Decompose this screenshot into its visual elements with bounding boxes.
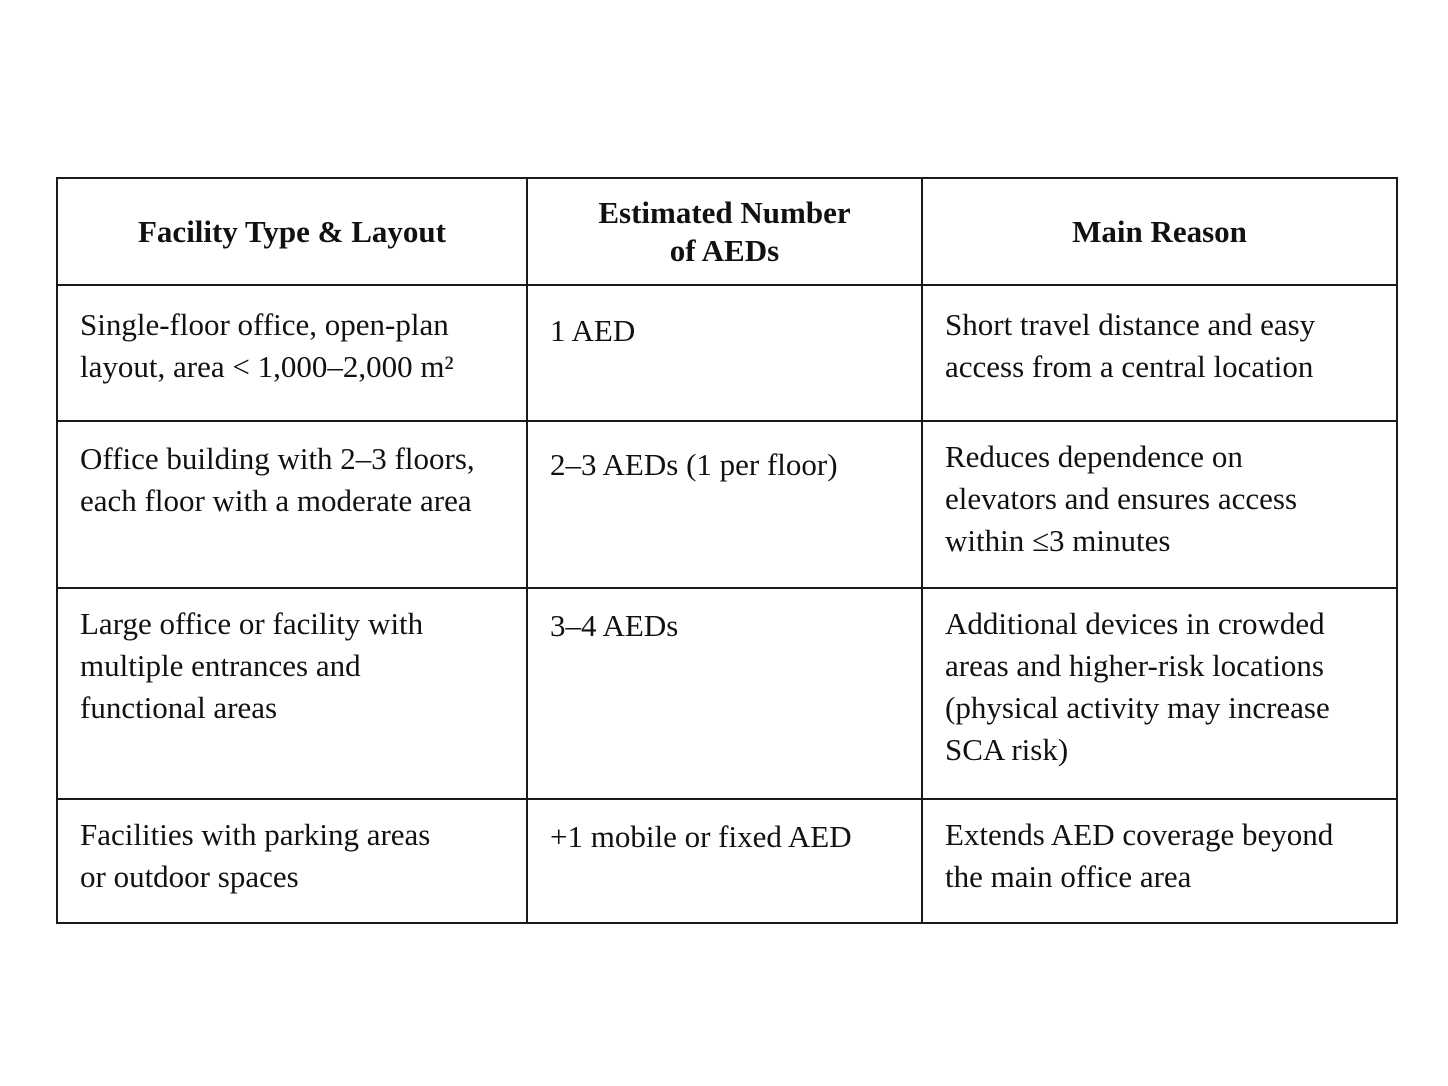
cell-line: (physical activity may increase bbox=[945, 690, 1330, 725]
aed-recommendation-table bbox=[56, 177, 1398, 924]
header-main-reason-text: Main Reason bbox=[1072, 213, 1247, 249]
table-row bbox=[57, 588, 1397, 799]
cell-line: access from a central location bbox=[945, 349, 1314, 384]
table-row bbox=[57, 285, 1397, 421]
cell-line: the main office area bbox=[945, 859, 1192, 894]
header-facility-type-text: Facility Type & Layout bbox=[138, 213, 446, 249]
cell-line: functional areas bbox=[80, 690, 278, 725]
table-row bbox=[57, 799, 1397, 923]
reason-cell bbox=[922, 285, 1397, 421]
facility-cell bbox=[57, 588, 527, 799]
cell-line: 1 AED bbox=[550, 313, 636, 348]
cell-line: within ≤3 minutes bbox=[945, 523, 1171, 558]
facility-cell bbox=[57, 799, 527, 923]
header-estimated-aeds-line1: Estimated Number bbox=[598, 194, 851, 230]
cell-line: Additional devices in crowded bbox=[945, 606, 1325, 641]
cell-line: Facilities with parking areas bbox=[80, 817, 431, 852]
cell-line: 3–4 AEDs bbox=[550, 608, 679, 643]
table-row bbox=[57, 421, 1397, 588]
cell-line: elevators and ensures access bbox=[945, 481, 1298, 516]
aed-count-cell bbox=[527, 588, 922, 799]
cell-line: SCA risk) bbox=[945, 732, 1069, 767]
facility-cell bbox=[57, 285, 527, 421]
header-estimated-aeds bbox=[527, 178, 922, 285]
reason-cell bbox=[922, 799, 1397, 923]
aed-count-cell bbox=[527, 285, 922, 421]
header-facility-type bbox=[57, 178, 527, 285]
header-main-reason bbox=[922, 178, 1397, 285]
cell-line: +1 mobile or fixed AED bbox=[550, 819, 852, 854]
cell-line: Single-floor office, open-plan bbox=[80, 307, 449, 342]
facility-cell bbox=[57, 421, 527, 588]
header-estimated-aeds-line2: of AEDs bbox=[669, 232, 780, 268]
reason-cell bbox=[922, 588, 1397, 799]
cell-line: layout, area < 1,000–2,000 m² bbox=[80, 349, 454, 384]
aed-count-cell bbox=[527, 421, 922, 588]
header-row bbox=[57, 178, 1397, 285]
cell-line: Office building with 2–3 floors, bbox=[80, 441, 475, 476]
cell-line: Short travel distance and easy bbox=[945, 307, 1316, 342]
aed-count-cell bbox=[527, 799, 922, 923]
cell-line: Large office or facility with bbox=[80, 606, 424, 641]
cell-line: Extends AED coverage beyond bbox=[945, 817, 1334, 852]
cell-line: each floor with a moderate area bbox=[80, 483, 472, 518]
cell-line: areas and higher-risk locations bbox=[945, 648, 1324, 683]
cell-line: multiple entrances and bbox=[80, 648, 361, 683]
cell-line: Reduces dependence on bbox=[945, 439, 1243, 474]
cell-line: or outdoor spaces bbox=[80, 859, 299, 894]
cell-line: 2–3 AEDs (1 per floor) bbox=[550, 447, 838, 482]
reason-cell bbox=[922, 421, 1397, 588]
